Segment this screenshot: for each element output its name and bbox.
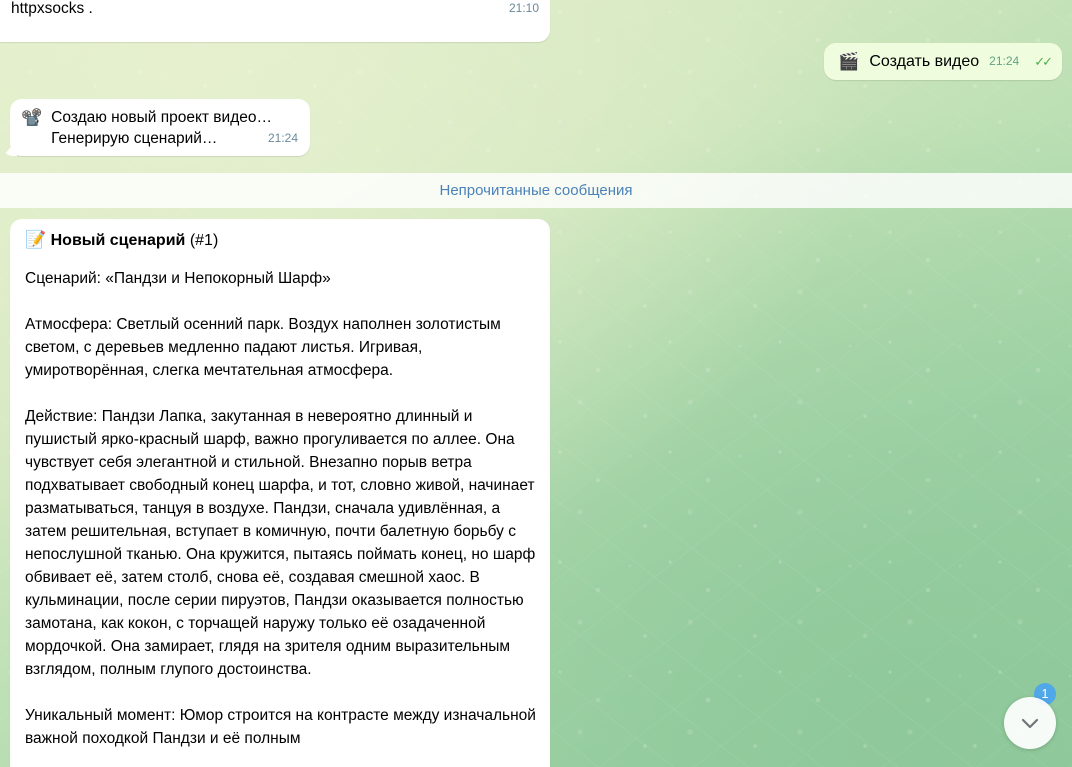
chevron-down-icon (1018, 711, 1042, 735)
message-incoming-script[interactable] (10, 219, 550, 767)
script-paragraph: Атмосфера: Светлый осенний парк. Воздух наполнен золотистым светом, с деревьев медленно падают листья. Игривая, умиротворённая, слегка мечтательная атмосфера. (25, 316, 501, 379)
message-bubble[interactable] (10, 219, 550, 767)
unread-divider-label: Непрочитанные сообщения (439, 182, 633, 199)
clapperboard-emoji: 🎬 (838, 52, 860, 71)
message-time: 21:10 (508, 1, 539, 15)
script-number: (#1) (189, 232, 219, 249)
message-text: Создать видео (869, 53, 980, 70)
script-paragraph: Действие: Пандзи Лапка, закутанная в невероятно длинный и пушистый ярко-красный шарф, важно прогуливается по аллее. Она чувствует себя элегантной и стильной. Внезапно порыв ветра подхватывает свободный конец шарфа, и тот, словно живой, начинает разматываться, танцуя в воздухе. Пандзи, сначала удивлённая, а затем решительная, вступает в комичную, почти балетную борьбу с непослушной тканью. Она кружится, пытаясь поймать конец, но шарф обвивает её, затем столб, снова её, создавая смешной хаос. В кульминации, после серии пируэтов, Пандзи оказывается полностью замотана, как кокон, с торчащей наружу только её озадаченной мордочкой. Она замирает, глядя на зрителя одним выразительным взглядом, полным глупого достоинства. (25, 408, 536, 678)
memo-emoji: 📝 (25, 230, 47, 249)
script-paragraph: Уникальный момент: Юмор строится на контрасте между изначальной важной походкой Пандзи и её полным (25, 707, 536, 747)
message-text-line-1: Создаю новый проект видео… (51, 109, 272, 126)
message-incoming-progress[interactable] (10, 99, 310, 156)
message-status-icon: ✓✓ (1034, 54, 1050, 69)
message-text-line-2: Генерирую сценарий… (51, 130, 218, 147)
message-bubble[interactable] (824, 43, 1062, 80)
message-partial-top[interactable] (0, 0, 550, 42)
unread-messages-divider (0, 173, 1072, 208)
script-title-row (25, 229, 536, 251)
script-paragraph: Сценарий: «Пандзи и Непокорный Шарф» (25, 270, 331, 287)
message-time: 21:24 (989, 54, 1020, 68)
film-projector-emoji: 📽️ (21, 108, 43, 127)
script-title: Новый сценарий (50, 232, 186, 249)
unread-count-badge: 1 (1034, 683, 1056, 705)
message-bubble[interactable] (0, 0, 550, 42)
message-time: 21:24 (267, 131, 298, 145)
message-bubble[interactable] (10, 99, 310, 156)
message-text: httpxsocks . (11, 0, 93, 17)
scroll-to-bottom-button[interactable] (1004, 697, 1056, 749)
message-outgoing-create-video[interactable] (824, 43, 1062, 80)
